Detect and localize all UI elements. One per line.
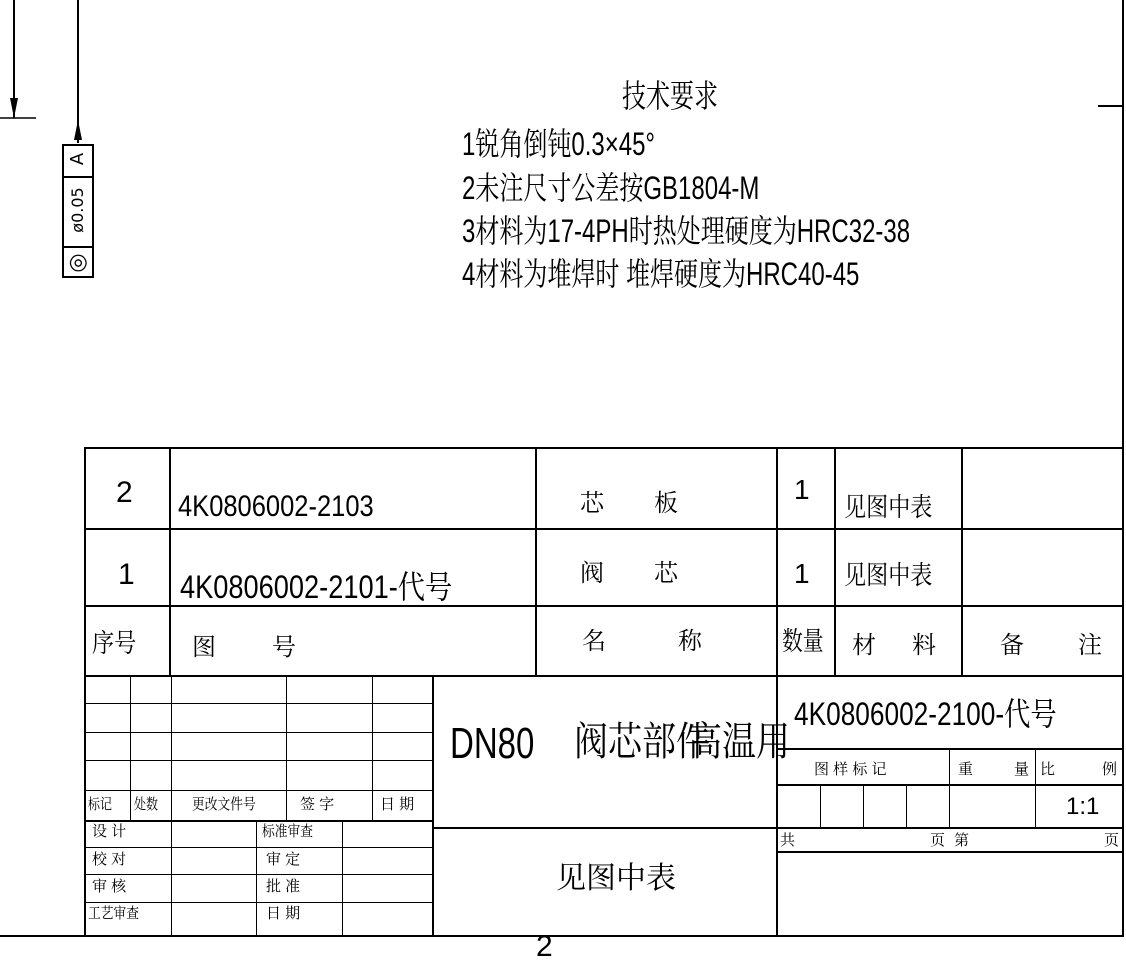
rev-header-count: 处数 [134, 796, 159, 813]
drawing-title-dn: DN80 [450, 719, 535, 768]
tech-requirement-3: 3材料为17-4PH时热处理硬度为HRC32-38 [462, 213, 911, 249]
frame-right-tick [1098, 105, 1124, 107]
part-2-material: 见图中表 [844, 492, 933, 522]
part-1-name-a: 阀 [580, 560, 604, 587]
scale-label-a: 比 [1040, 761, 1056, 778]
header-material-b: 料 [912, 632, 936, 659]
header-name-a: 名 [582, 628, 606, 655]
mark-label: 图 样 标 记 [814, 761, 887, 778]
part-1-material: 见图中表 [844, 560, 933, 590]
scale-value: 1:1 [1066, 793, 1100, 820]
rev-header-sign: 签 字 [300, 796, 335, 813]
role-standard: 标准审查 [262, 823, 314, 840]
sheet-label: 第 [954, 832, 970, 849]
header-drawing-b: 号 [272, 634, 296, 661]
header-no: 序号 [92, 628, 137, 658]
header-material-a: 材 [852, 632, 876, 659]
header-drawing-a: 图 [192, 634, 216, 661]
rev-header-doc: 更改文件号 [192, 796, 256, 813]
page-number: 2 [536, 930, 553, 963]
header-qty: 数量 [782, 626, 824, 656]
drawing-material: 见图中表 [556, 862, 676, 895]
part-1-drawing-no: 4K0806002-2101-代号 [180, 569, 453, 605]
tech-requirement-2: 2未注尺寸公差按GB1804-M [462, 170, 760, 206]
part-1-name-b: 芯 [654, 560, 678, 587]
role-design: 设 计 [92, 823, 127, 840]
rev-header-date: 日 期 [380, 796, 415, 813]
part-2-name-b: 板 [654, 490, 678, 517]
sheet-suffix: 页 [1104, 832, 1120, 849]
rev-header-mark: 标记 [88, 796, 113, 813]
frame-right-line [1122, 0, 1124, 935]
part-2-qty: 1 [794, 474, 810, 505]
weight-label-a: 重 [958, 761, 974, 778]
dimension-leader-lines [0, 0, 120, 300]
part-2-drawing-no: 4K0806002-2103 [178, 490, 374, 523]
part-2-name-a: 芯 [580, 490, 604, 517]
role-date: 日 期 [266, 905, 301, 922]
tech-requirement-1: 1锐角倒钝0.3×45° [462, 126, 656, 162]
total-pages-label: 共 [780, 832, 796, 849]
gdt-feature-control-frame [62, 144, 94, 278]
tech-requirement-4: 4材料为堆焊时 堆焊硬度为HRC40-45 [462, 256, 860, 292]
scale-label-b: 例 [1102, 761, 1118, 778]
part-2-no: 2 [116, 476, 133, 509]
gdt-tolerance: ø0.05 [68, 187, 87, 233]
total-pages-suffix: 页 [930, 832, 946, 849]
part-1-no: 1 [118, 558, 135, 591]
role-check: 校 对 [92, 851, 127, 868]
weight-label-b: 量 [1014, 761, 1030, 778]
drawing-title-temp: 高温用 [688, 720, 790, 764]
header-name-b: 称 [678, 628, 702, 655]
role-approve-set: 审 定 [266, 851, 301, 868]
role-process: 工艺审查 [88, 905, 140, 922]
concentricity-icon: ◎ [65, 253, 90, 273]
header-remark-a: 备 [1000, 632, 1024, 659]
role-review: 审 核 [92, 878, 127, 895]
gdt-datum: A [67, 152, 88, 166]
part-1-qty: 1 [794, 558, 810, 589]
header-remark-b: 注 [1078, 632, 1102, 659]
frame-bottom-line [0, 935, 1124, 937]
tech-requirements-title: 技术要求 [622, 78, 719, 114]
drawing-title-name: 阀芯部件 [574, 720, 710, 764]
role-approve: 批 准 [266, 878, 301, 895]
drawing-number: 4K0806002-2100-代号 [794, 696, 1057, 732]
